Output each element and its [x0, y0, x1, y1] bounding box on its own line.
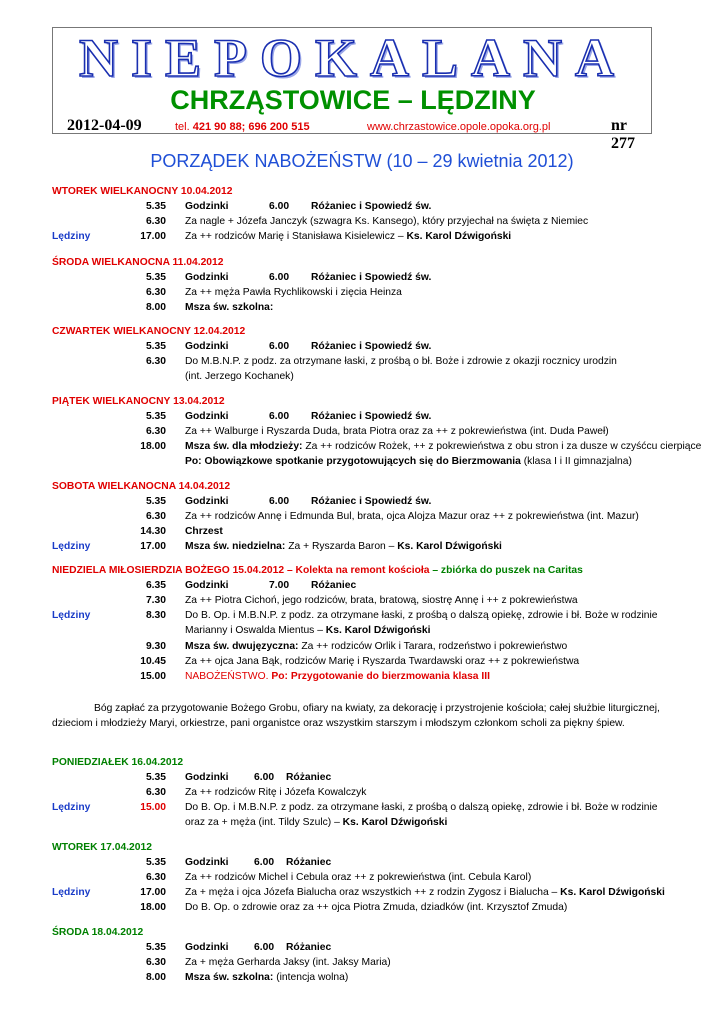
intention-text: (klasa I i II gimnazjalna)	[520, 456, 632, 468]
intention-text: Za ++ Piotra Cichoń, jego rodziców, brata, bratową, siostrę Annę i ++ z pokrewieństwa	[185, 595, 578, 607]
mass-intention	[185, 302, 273, 313]
mass-intention	[185, 456, 632, 467]
rosary-label: Różaniec	[311, 580, 357, 592]
schedule-row	[0, 231, 724, 246]
schedule-row	[0, 481, 724, 496]
mass-time: 18.00	[140, 902, 166, 914]
intention-text: Marianny i Oswalda Mientus –	[185, 625, 326, 637]
rosary-time: 6.00	[269, 411, 290, 423]
schedule-row	[0, 541, 724, 556]
day-header: SOBOTA WIELKANOCNA 14.04.2012	[52, 481, 231, 492]
mass-intention	[185, 371, 294, 382]
mass-intention	[185, 872, 531, 883]
intention-text: Za ++ ojca Jana Bąk, rodziców Marię i Ryszarda Twardawski oraz ++ z pokrewieństwa	[185, 655, 580, 667]
celebrant: Ks. Karol Dźwigoński	[560, 887, 665, 899]
day-header: ŚRODA WIELKANOCNA 11.04.2012	[52, 257, 224, 268]
day-header: WTOREK WIELKANOCNY 10.04.2012	[52, 186, 233, 197]
mass-intention	[185, 641, 567, 652]
rosary-time: 6.00	[269, 341, 290, 353]
location-label: Lędziny	[52, 610, 91, 622]
rosary-time: 6.00	[269, 272, 290, 284]
schedule-row	[0, 511, 724, 526]
schedule-row	[0, 595, 724, 610]
schedule-row	[0, 757, 724, 772]
godzinki-time: 5.35	[145, 411, 166, 423]
tel-numbers: 421 90 88; 696 200 515	[192, 121, 310, 133]
rosary-label: Różaniec i Spowiedź św.	[311, 496, 432, 508]
godzinki-label: Godzinki	[185, 272, 229, 284]
schedule-row	[0, 326, 724, 341]
intention-text: Za + męża Gerharda Jaksy (int. Jaksy Maria)	[185, 957, 391, 969]
rosary-time: 6.00	[254, 857, 275, 869]
intention-text: Za + męża i ojca Józefa Bialucha oraz wszystkich ++ z rodzin Zygosz i Bialucha –	[185, 887, 561, 899]
schedule-row	[0, 817, 724, 832]
godzinki-time: 5.35	[145, 942, 166, 954]
mass-time: 17.00	[140, 541, 166, 553]
godzinki-label: Godzinki	[185, 201, 229, 213]
godzinki-time: 5.35	[145, 772, 166, 784]
intention-text: Za ++ rodziców Annę i Edmunda Bul, brata, ojca Alojza Mazur oraz ++ z pokrewieństwa (int. Mazur)	[185, 511, 639, 523]
schedule-row	[0, 641, 724, 656]
rosary-label: Różaniec i Spowiedź św.	[311, 272, 432, 284]
mass-time: 8.30	[145, 610, 166, 622]
mass-intention	[185, 541, 502, 552]
mass-intention	[185, 817, 447, 828]
mass-time: 15.00	[140, 802, 166, 814]
mass-time: 6.30	[145, 426, 166, 438]
schedule-row	[0, 287, 724, 302]
godzinki-label: Godzinki	[185, 772, 229, 784]
celebrant: Ks. Karol Dźwigoński	[342, 817, 448, 829]
intention-text: oraz za + męża (int. Tildy Szulc) –	[185, 817, 343, 829]
location-label: Lędziny	[52, 541, 91, 553]
intention-lead: Msza św. szkolna:	[185, 972, 274, 984]
location-label: Lędziny	[52, 887, 91, 899]
schedule-row	[0, 456, 724, 471]
mass-time: 6.30	[145, 356, 166, 368]
issue-date: 2012-04-09	[67, 117, 142, 134]
schedule-row	[0, 341, 724, 356]
schedule-row	[0, 772, 724, 787]
rosary-label: Różaniec	[286, 772, 332, 784]
mass-intention	[185, 610, 658, 621]
day-header: WTOREK 17.04.2012	[52, 842, 152, 853]
intention-text: Za ++ rodziców Rożek, ++ z pokrewieństwa z obu stron i za dusze w czyśćcu cierpiące	[302, 441, 702, 453]
intention-text: Za + Ryszarda Baron –	[285, 541, 398, 553]
mass-time: 6.30	[145, 216, 166, 228]
mass-intention	[185, 526, 223, 537]
godzinki-label: Godzinki	[185, 496, 229, 508]
intention-text: (intencja wolna)	[273, 972, 349, 984]
schedule-row	[0, 787, 724, 802]
rosary-time: 6.00	[269, 496, 290, 508]
godzinki-time: 5.35	[145, 857, 166, 869]
intention-lead: Chrzest	[185, 526, 223, 538]
schedule-row	[0, 887, 724, 902]
godzinki-label: Godzinki	[185, 942, 229, 954]
mass-intention	[185, 656, 579, 667]
mass-time: 6.30	[145, 872, 166, 884]
schedule-row	[0, 411, 724, 426]
rosary-label: Różaniec	[286, 857, 332, 869]
intention-text: Za ++ męża Pawła Rychlikowski i zięcia Heinza	[185, 287, 402, 299]
schedule-row	[0, 625, 724, 640]
schedule-row	[0, 496, 724, 511]
day-header-note: – zbiórka do puszek na Caritas	[429, 565, 583, 576]
mass-intention	[185, 511, 639, 522]
mass-time: 15.00	[140, 670, 166, 682]
intention-text: Za ++ rodziców Ritę i Józefa Kowalczyk	[185, 787, 367, 799]
mass-time: 8.00	[145, 972, 166, 984]
mass-intention	[185, 441, 701, 452]
day-header: PONIEDZIAŁEK 16.04.2012	[52, 757, 184, 768]
intention-text: (int. Jerzego Kochanek)	[185, 371, 294, 383]
mass-intention	[185, 972, 348, 983]
celebrant: Ks. Karol Dźwigoński	[325, 625, 431, 637]
schedule-row	[0, 396, 724, 411]
schedule-row	[0, 201, 724, 216]
schedule-row	[0, 186, 724, 201]
intention-lead: Msza św. niedzielna:	[185, 541, 286, 553]
godzinki-time: 5.35	[145, 201, 166, 213]
mass-time: 18.00	[140, 441, 166, 453]
godzinki-label: Godzinki	[185, 411, 229, 423]
godzinki-label: Godzinki	[185, 580, 229, 592]
schedule-row	[0, 671, 724, 686]
website-link[interactable]: www.chrzastowice.opole.opoka.org.pl	[367, 121, 551, 133]
rosary-time: 6.00	[269, 201, 290, 213]
parish-name: CHRZĄSTOWICE – LĘDZINY	[170, 85, 536, 115]
mass-time: 6.30	[145, 957, 166, 969]
intention-text: Za ++ Walburge i Ryszarda Duda, brata Piotra oraz za ++ z pokrewieństwa (int. Duda Paweł)	[185, 426, 609, 438]
location-label: Lędziny	[52, 231, 91, 243]
intention-text: Za ++ rodziców Marię i Stanisława Kisielewicz –	[185, 231, 407, 243]
mass-time: 9.30	[145, 640, 166, 652]
mass-intention	[185, 595, 578, 606]
schedule-row	[0, 526, 724, 541]
intention-text: Do M.B.N.P. z podz. za otrzymane łaski, z prośbą o bł. Boże i zdrowie z okazji rocznicy urodzin	[185, 356, 617, 368]
schedule-row	[0, 656, 724, 671]
mass-time: 6.30	[145, 787, 166, 799]
schedule-row	[0, 441, 724, 456]
godzinki-time: 5.35	[145, 341, 166, 353]
schedule-row	[0, 565, 724, 580]
location-label: Lędziny	[52, 802, 91, 814]
intention-text: Za nagle + Józefa Janczyk (szwagra Ks. Kansego), który przyjechał na święta z Niemiec	[185, 216, 589, 228]
intention-text: Za ++ rodziców Michel i Cebula oraz ++ z pokrewieństwa (int. Cebula Karol)	[185, 872, 532, 884]
schedule-row	[0, 972, 724, 987]
schedule-row	[0, 842, 724, 857]
rosary-time: 7.00	[269, 580, 290, 592]
day-header: NIEDZIELA MIŁOSIERDZIA BOŻEGO 15.04.2012 – Kolekta na remont kościoła – zbiórka do puszek na Caritas	[52, 565, 583, 576]
godzinki-time: 5.35	[145, 272, 166, 284]
rosary-label: Różaniec i Spowiedź św.	[311, 201, 432, 213]
schedule-row	[0, 957, 724, 972]
tel-prefix: tel.	[175, 121, 190, 133]
intention-text: Do B. Op. i M.B.N.P. z podz. za otrzymane łaski, z prośbą o dalszą opiekę, zdrowie i bł. Boże w rodzinie	[185, 802, 658, 814]
schedule-row	[0, 902, 724, 917]
thanks-paragraph: Bóg zapłać za przygotowanie Bożego Grobu, ofiary na kwiaty, za dekorację i przystrojenie kościoła; całej służbie liturgicznej, dzieciom i młodzieży Maryi, orkiestrze, pani organistce oraz wszystkim starszym i młodszym członkom scholi za piękny śpiew.	[52, 703, 660, 729]
schedule-row	[0, 942, 724, 957]
schedule-row	[0, 216, 724, 231]
day-header: ŚRODA 18.04.2012	[52, 927, 144, 938]
intention-text: Za ++ rodziców Orlik i Tarara, rodzeństwo i pokrewieństwo	[298, 640, 568, 652]
mass-intention	[185, 957, 391, 968]
rosary-label: Różaniec i Spowiedź św.	[311, 341, 432, 353]
rosary-label: Różaniec i Spowiedź św.	[311, 411, 432, 423]
rosary-time: 6.00	[254, 772, 275, 784]
godzinki-label: Godzinki	[185, 341, 229, 353]
schedule-row	[0, 580, 724, 595]
mass-time: 6.30	[145, 511, 166, 523]
schedule-row	[0, 857, 724, 872]
intention-text: Do B. Op. o zdrowie oraz za ++ ojca Piotra Zmuda, dziadków (int. Krzysztof Zmuda)	[185, 902, 568, 914]
intention-lead: Msza św. dla młodzieży:	[185, 441, 303, 453]
schedule-row	[0, 272, 724, 287]
day-header: PIĄTEK WIELKANOCNY 13.04.2012	[52, 396, 225, 407]
intention-lead: Po: Obowiązkowe spotkanie przygotowujących się do Bierzmowania	[185, 456, 521, 468]
mass-time: 17.00	[140, 231, 166, 243]
issue-number: nr 277	[611, 117, 635, 152]
mass-intention	[185, 216, 588, 227]
schedule-row	[0, 426, 724, 441]
schedule-row	[0, 927, 724, 942]
celebrant: Ks. Karol Dźwigoński	[397, 541, 502, 553]
service-note-bold: Po: Przygotowanie do bierzmowania klasa III	[271, 670, 490, 682]
service-note: NABOŻEŃSTWO.	[185, 670, 272, 682]
godzinki-time: 6.35	[145, 580, 166, 592]
mass-intention	[185, 356, 617, 367]
schedule-row	[0, 302, 724, 317]
mass-intention	[185, 426, 609, 437]
celebrant: Ks. Karol Dźwigoński	[406, 231, 512, 243]
intention-text: Do B. Op. i M.B.N.P. z podz. za otrzymane łaski, z prośbą o dalszą opiekę, zdrowie i bł. Boże w rodzinie	[185, 610, 658, 622]
rosary-label: Różaniec	[286, 942, 332, 954]
schedule-row	[0, 610, 724, 625]
mass-intention	[185, 802, 658, 813]
mass-time: 14.30	[140, 526, 166, 538]
mass-time: 7.30	[145, 595, 166, 607]
intention-lead: Msza św. dwujęzyczna:	[185, 640, 299, 652]
mass-time: 17.00	[140, 887, 166, 899]
mass-intention	[185, 887, 665, 898]
rosary-time: 6.00	[254, 942, 275, 954]
schedule-row	[0, 371, 724, 386]
mass-intention	[185, 671, 490, 682]
intention-lead: Msza św. szkolna:	[185, 302, 274, 314]
mass-time: 10.45	[140, 655, 166, 667]
mass-intention	[185, 287, 402, 298]
day-header: CZWARTEK WIELKANOCNY 12.04.2012	[52, 326, 246, 337]
godzinki-time: 5.35	[145, 496, 166, 508]
mass-intention	[185, 902, 567, 913]
mass-intention	[185, 231, 511, 242]
masthead-title: NIEPOKALANA	[78, 28, 628, 88]
schedule-row	[0, 257, 724, 272]
schedule-row	[0, 356, 724, 371]
page-title: PORZĄDEK NABOŻEŃSTW (10 – 29 kwietnia 2012)	[150, 151, 574, 171]
mass-time: 6.30	[145, 287, 166, 299]
mass-intention	[185, 787, 366, 798]
godzinki-label: Godzinki	[185, 857, 229, 869]
schedule-row	[0, 872, 724, 887]
mass-time: 8.00	[145, 302, 166, 314]
schedule-row	[0, 802, 724, 817]
mass-intention	[185, 625, 431, 636]
